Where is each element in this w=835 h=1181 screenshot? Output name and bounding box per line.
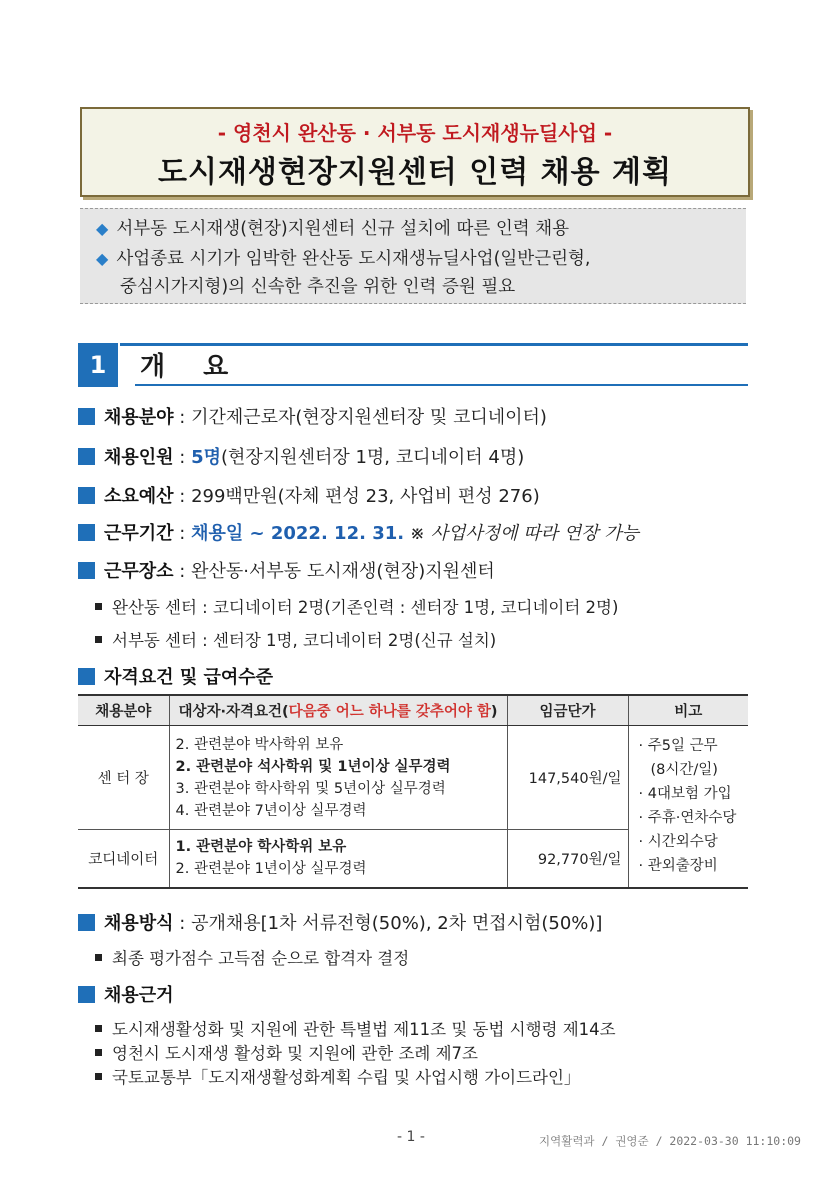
header-note: 비고 bbox=[628, 695, 748, 726]
place-sub-item: 서부동 센터 : 센터장 1명, 코디네이터 2명(신규 설치) bbox=[95, 627, 496, 651]
summary-item: ◆ 사업종료 시기가 임박한 완산동 도시재생뉴딜사업(일반근린형, bbox=[96, 249, 591, 269]
row-field: 채용분야 : 기간제근로자(현장지원센터장 및 코디네이터) bbox=[78, 403, 547, 429]
qualification-table bbox=[78, 694, 748, 889]
square-bullet-icon bbox=[78, 524, 95, 541]
cell-field: 코디네이터 bbox=[78, 830, 169, 888]
basis-heading: 채용근거 bbox=[78, 981, 174, 1007]
summary-box bbox=[80, 208, 746, 304]
summary-item: ◆ 서부동 도시재생(현장)지원센터 신규 설치에 따른 인력 채용 bbox=[96, 219, 570, 239]
small-square-bullet-icon bbox=[95, 1073, 102, 1080]
cell-wage: 147,540원/일 bbox=[507, 726, 628, 830]
basis-item: 영천시 도시재생 활성화 및 지원에 관한 조례 제7조 bbox=[95, 1040, 478, 1064]
basis-item: 도시재생활성화 및 지원에 관한 특별법 제11조 및 동법 시행령 제14조 bbox=[95, 1016, 616, 1040]
page-number: - 1 - bbox=[397, 1129, 425, 1145]
header-wage: 임금단가 bbox=[507, 695, 628, 726]
small-square-bullet-icon bbox=[95, 954, 102, 961]
summary-item-continued: 중심시가지형)의 신속한 추진을 위한 인력 증원 필요 bbox=[120, 277, 516, 297]
square-bullet-icon bbox=[78, 487, 95, 504]
square-bullet-icon bbox=[78, 914, 95, 931]
small-square-bullet-icon bbox=[95, 1025, 102, 1032]
cell-field: 센 터 장 bbox=[78, 726, 169, 830]
qualification-heading: 자격요건 및 급여수준 bbox=[78, 663, 273, 689]
section-rule-bottom bbox=[135, 384, 748, 386]
row-period: 근무기간 : 채용일 ~ 2022. 12. 31. ※ 사업사정에 따라 연장 가능 bbox=[78, 519, 639, 545]
square-bullet-icon bbox=[78, 448, 95, 465]
title-box bbox=[80, 107, 750, 197]
square-bullet-icon bbox=[78, 562, 95, 579]
section-number: 1 bbox=[78, 343, 118, 387]
cell-wage: 92,770원/일 bbox=[507, 830, 628, 888]
cell-note: · 주5일 근무 (8시간/일) · 4대보험 가입 · 주휴·연차수당 · 시간외수당 · 관외출장비 bbox=[628, 726, 748, 888]
row-place: 근무장소 : 완산동·서부동 도시재생(현장)지원센터 bbox=[78, 557, 495, 583]
cell-requirements: 1. 관련분야 학사학위 보유 2. 관련분야 1년이상 실무경력 bbox=[169, 830, 507, 888]
diamond-bullet-icon: ◆ bbox=[96, 219, 109, 238]
table-row bbox=[78, 726, 748, 830]
header-requirements: 대상자·자격요건(다음중 어느 하나를 갖추어야 함) bbox=[169, 695, 507, 726]
square-bullet-icon bbox=[78, 986, 95, 1003]
table-header-row bbox=[78, 695, 748, 726]
square-bullet-icon bbox=[78, 408, 95, 425]
row-method: 채용방식 : 공개채용[1차 서류전형(50%), 2차 면접시험(50%)] bbox=[78, 909, 602, 935]
header-field: 채용분야 bbox=[78, 695, 169, 726]
row-budget: 소요예산 : 299백만원(자체 편성 23, 사업비 편성 276) bbox=[78, 482, 540, 508]
method-sub-item: 최종 평가점수 고득점 순으로 합격자 결정 bbox=[95, 945, 409, 969]
print-stamp: 지역활력과 / 권영준 / 2022-03-30 11:10:09 bbox=[539, 1134, 801, 1148]
cell-requirements: 2. 관련분야 박사학위 보유 2. 관련분야 석사학위 및 1년이상 실무경력 3. 관련분야 학사학위 및 5년이상 실무경력 4. 관련분야 7년이상 실무경력 bbox=[169, 726, 507, 830]
basis-item: 국토교통부「도지재생활성화계획 수립 및 사업시행 가이드라인」 bbox=[95, 1064, 580, 1088]
document-title: 도시재생현장지원센터 인력 채용 계획 bbox=[157, 155, 672, 190]
section-title: 개요 bbox=[140, 352, 267, 382]
document-subtitle: - 영천시 완산동 · 서부동 도시재생뉴딜사업 - bbox=[217, 121, 613, 145]
row-headcount: 채용인원 : 5명(현장지원센터장 1명, 코디네이터 4명) bbox=[78, 443, 524, 469]
diamond-bullet-icon: ◆ bbox=[96, 249, 109, 268]
place-sub-item: 완산동 센터 : 코디네이터 2명(기존인력 : 센터장 1명, 코디네이터 2명) bbox=[95, 594, 618, 618]
small-square-bullet-icon bbox=[95, 603, 102, 610]
small-square-bullet-icon bbox=[95, 1049, 102, 1056]
square-bullet-icon bbox=[78, 668, 95, 685]
small-square-bullet-icon bbox=[95, 636, 102, 643]
